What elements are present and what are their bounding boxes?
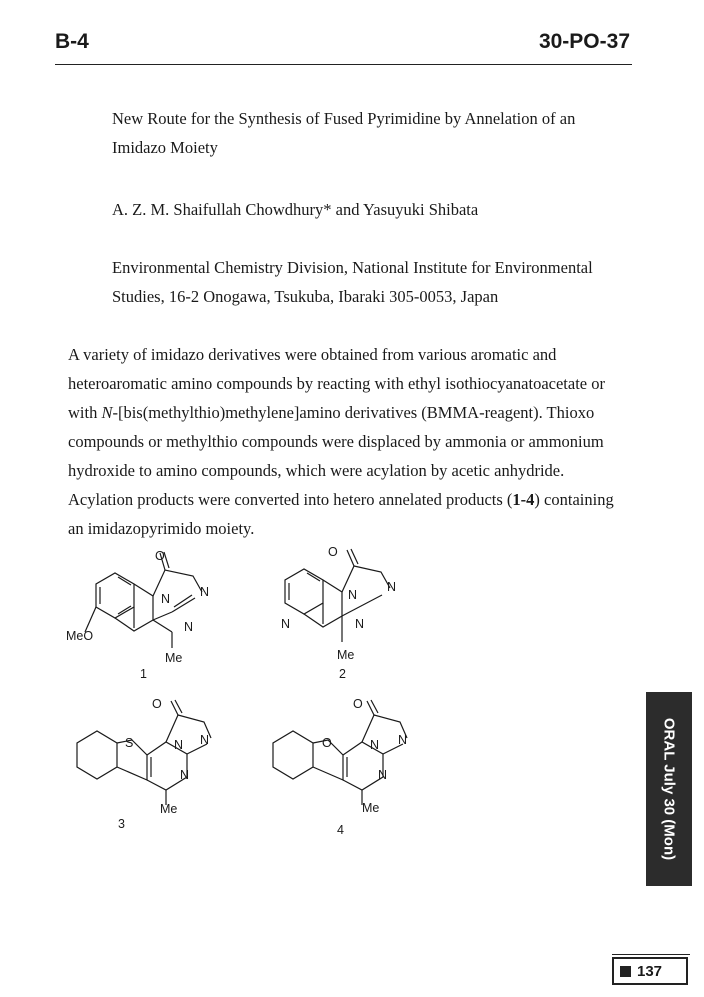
text-run: ) containing <box>534 490 614 509</box>
pyridine-ring <box>285 569 323 614</box>
atom-label: N <box>180 768 190 782</box>
title-line: Imidazo Moiety <box>112 138 218 157</box>
cyclohexane-ring <box>273 731 313 779</box>
authors: A. Z. M. Shaifullah Chowdhury* and Yasuyuki Shibata <box>112 200 479 219</box>
abstract-line: hydroxide to amino compounds, which were acylation by acetic anhydride. <box>68 461 565 480</box>
session-side-tab <box>646 692 692 886</box>
atom-label: O <box>152 697 162 711</box>
poster-code: 30-PO-37 <box>538 30 630 53</box>
bold-text: 1-4 <box>512 490 535 509</box>
substituent-label: Me <box>165 651 183 665</box>
structure-2 <box>265 540 415 680</box>
benzene-ring <box>96 573 134 618</box>
text-run: Acylation products were converted into hetero annelated products ( <box>68 490 513 509</box>
atom-label: N <box>398 733 408 747</box>
atom-label: O <box>155 549 165 563</box>
abstract-line: heteroaromatic amino compounds by reacting with ethyl isothiocyanatoacetate or <box>68 374 605 393</box>
atom-label: S <box>125 736 134 750</box>
substituent-label: Me <box>337 648 355 662</box>
square-bullet-icon <box>620 966 631 977</box>
text-run: with <box>68 403 102 422</box>
affiliation-line: Environmental Chemistry Division, National Institute for Environmental <box>112 258 593 277</box>
substituent-label: MeO <box>66 629 94 643</box>
atom-label: O <box>353 697 363 711</box>
atom-label: N <box>174 738 184 752</box>
italic-text: N <box>101 403 113 422</box>
abstract-line <box>68 398 638 427</box>
abstract-line: an imidazopyrimido moiety. <box>68 519 255 538</box>
compound-label: 3 <box>118 817 125 831</box>
compound-label: 4 <box>337 823 344 837</box>
atom-label: N <box>348 588 358 602</box>
page-number-box <box>612 957 688 985</box>
atom-label: N <box>378 768 388 782</box>
atom-label: N <box>161 592 171 606</box>
abstract <box>68 340 638 543</box>
text-run: -[bis(methylthio)methylene]amino derivatives (BMMA-reagent). Thioxo <box>112 403 595 422</box>
compound-label: 2 <box>339 667 346 681</box>
abstract-line: compounds or methylthio compounds were displaced by ammonia or ammonium <box>68 432 604 451</box>
footer-rule <box>612 954 690 955</box>
atom-label: N <box>355 617 365 631</box>
header-rule <box>55 64 632 65</box>
bond <box>153 612 172 620</box>
substituent-label: Me <box>160 802 178 816</box>
paper-title <box>112 104 612 162</box>
structure-3 <box>60 690 230 840</box>
abstract-line: A variety of imidazo derivatives were obtained from various aromatic and <box>68 345 557 364</box>
compound-label: 1 <box>140 667 147 681</box>
atom-label: N <box>184 620 194 634</box>
title-line: New Route for the Synthesis of Fused Pyrimidine by Annelation of an <box>112 109 576 128</box>
structure-4 <box>265 690 435 840</box>
page-number: 137 <box>637 962 663 980</box>
affiliation-line: Studies, 16-2 Onogawa, Tsukuba, Ibaraki 305-0053, Japan <box>112 287 499 306</box>
carbonyl-bond <box>164 552 169 568</box>
atom-label: N <box>200 585 210 599</box>
abstract-line <box>68 485 638 514</box>
session-label: ORAL July 30 (Mon) <box>660 717 678 861</box>
substituent-label: Me <box>362 801 380 815</box>
affiliation <box>112 253 622 311</box>
atom-label: N <box>200 733 210 747</box>
atom-label: O <box>322 736 332 750</box>
section-code: B-4 <box>55 30 89 53</box>
atom-label: N <box>370 738 380 752</box>
cyclohexane-ring <box>77 731 117 779</box>
atom-label: N <box>387 580 397 594</box>
atom-label: N <box>281 617 291 631</box>
bond <box>153 620 172 632</box>
structure-1 <box>60 545 240 685</box>
atom-label: O <box>328 545 338 559</box>
